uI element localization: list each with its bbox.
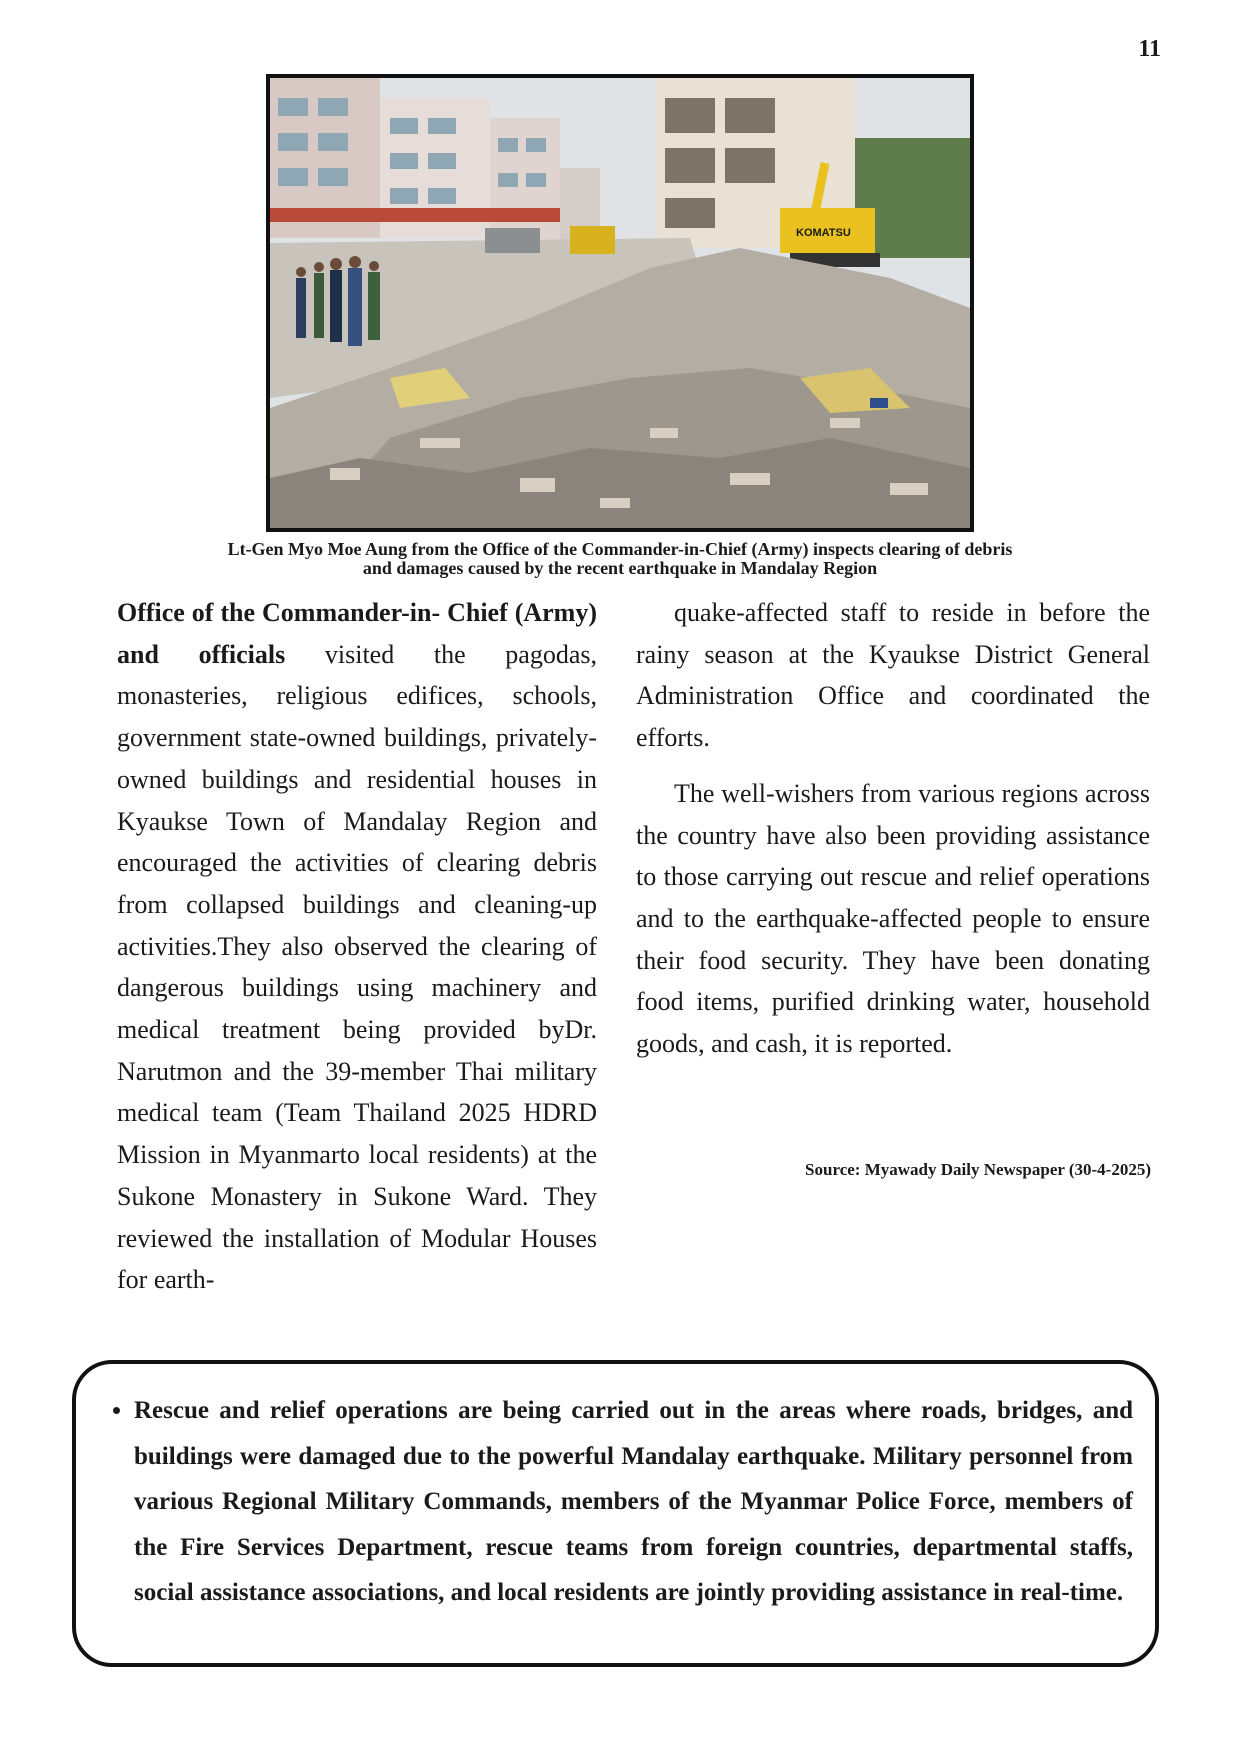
caption-line-1: Lt-Gen Myo Moe Aung from the Office of the Commander-in-Chief (Army) inspects clearing of debris [227,539,1013,559]
photo-caption [140,540,1100,578]
earthquake-debris-photo [266,74,974,532]
page-number: 11 [1138,36,1161,62]
article-paragraph-1: Office of the Commander-in- Chief (Army) and officials visited the pagodas, monasteries, religious edifices, schools, government state-owned buildings, privately-owned buildings and residential houses in Kyaukse Town of Mandalay Region and encouraged the activities of clearing debris from collapsed buildings and cleaning-up activities.They also observed the clearing of dangerous buildings using machinery and medical treatment being provided byDr. Narutmon and the 39-member Thai military medical team (Team Thailand 2025 HDRD Mission in Myanmarto local residents) at the Sukone Monastery in Sukone Ward. They reviewed the installation of Modular Houses for earth- [117,598,597,1295]
caption-line-2: and damages caused by the recent earthquake in Mandalay Region [362,558,878,578]
highlight-bullet: • Rescue and relief operations are being carried out in the areas where roads, bridges, and buildings were damaged due to the powerful Mandalay earthquake. Military personnel from various Regional Military Commands, members of the Myanmar Police Force, members of the Fire Services Department, rescue teams from foreign countries, departmental staffs, social assistance associations, and local residents are jointly providing assistance in real-time. [134,1388,1133,1616]
article-paragraph-1-continued: quake-affected staff to reside in before the rainy season at the Kyaukse District General Administration Office and coordinated the efforts. [636,598,1150,753]
source-citation: Source: Myawady Daily Newspaper (30-4-2025) [805,1160,1151,1179]
excavator-brand-label: KOMATSU [796,227,851,239]
article-paragraph-2: The well-wishers from various regions across the country have also been providing assistance to those carrying out rescue and relief operations and to the earthquake-affected people to ensure their food security. They have been donating food items, purified drinking water, household goods, and cash, it is reported. [636,778,1150,1059]
highlight-box [72,1360,1159,1667]
article-column-right [636,592,1150,1065]
article-column-left [117,592,597,1301]
highlight-list [76,1388,1155,1616]
article-paragraph-1-text: visited the pagodas, monasteries, religious edifices, schools, government state-owned buildings, privately-owned buildings and residential houses in Kyaukse Town of Mandalay Region and encouraged the activities of clearing debris from collapsed buildings and cleaning-up activities.They also observed the clearing of dangerous buildings using machinery and medical treatment being provided byDr. Narutmon and the 39-member Thai military medical team (Team Thailand 2025 HDRD Mission in Myanmarto local residents) at the Sukone Monastery in Sukone Ward. They reviewed the installation of Modular Houses for earth [117,639,597,1295]
article-lead-bold: Office of the Commander-in- Chief (Army) and officials [117,598,597,669]
